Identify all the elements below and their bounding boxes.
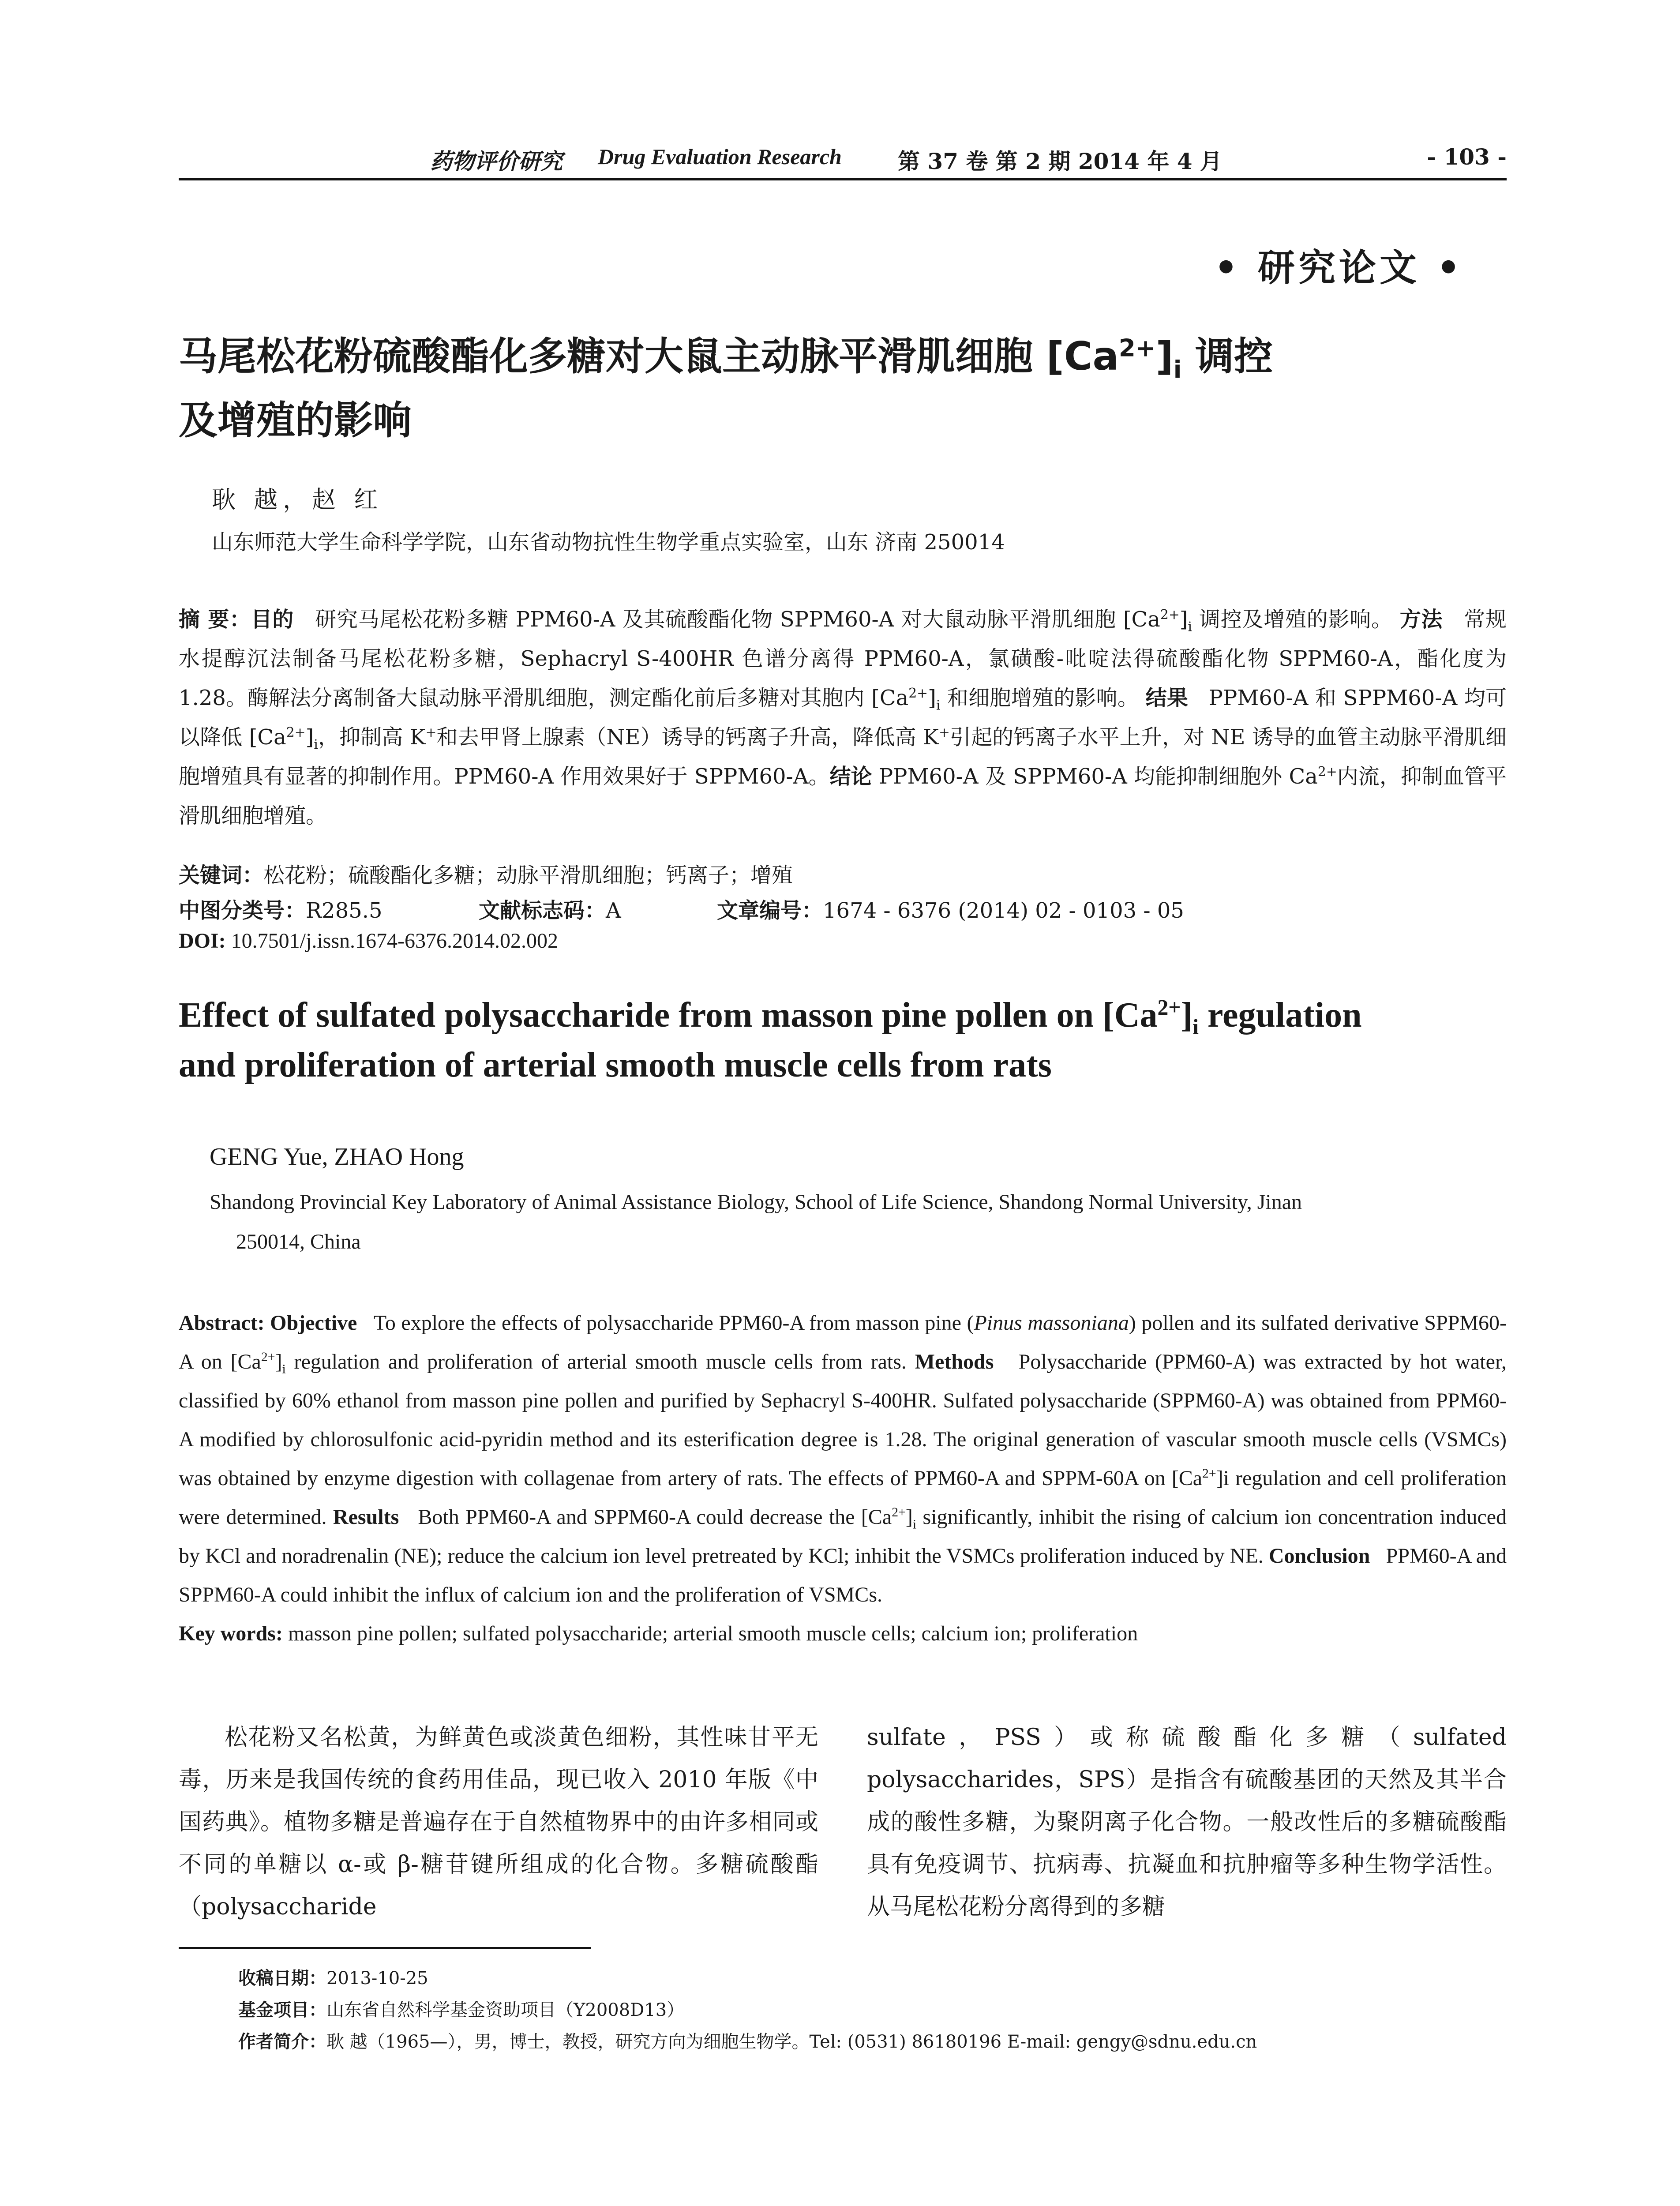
abstract-en: Abstract: Objective To explore the effects of polysaccharide PPM60-A from masson pine (Pinus massoniana) pollen and its sulfated derivative SPPM60-A on $[Ca^{2+}]_i$ regulation and proliferation of arterial smooth muscle cells from rats. Methods Polysaccharide (PPM60-A) was extracted by hot water, classified by 60% ethanol from masson pine pollen and purified by Sephacryl S-400HR. Sulfated polysaccharide (SPPM60-A) was obtained from PPM60-A modified by chlorosulfonic acid-pyridin method and its esterification degree is 1.28. The original generation of vascular smooth muscle cells (VSMCs) was obtained by enzyme digestion with collagenae from artery of rats. The effects of PPM60-A and SPPM-60A on $[Ca^{2+}]i$ regulation and cell proliferation were determined. Results Both PPM60-A and SPPM60-A could decrease the $[Ca^{2+}]_i$ significantly, inhibit the rising of calcium ion concentration induced by KCl and noradrenalin (NE); reduce the calcium ion level pretreated by KCl; inhibit the VSMCs proliferation induced by NE. Conclusion PPM60-A and SPPM60-A could inhibit the influx of calcium ion and the proliferation of VSMCs. Key words: masson pine pollen; sulfated polysaccharide; arterial smooth muscle cells; calcium ion; proliferation xyxy=(179,1311,1507,1645)
abstract-cn: 摘 要：目的 研究马尾松花粉多糖 PPM60-A 及其硫酸酯化物 SPPM60-A 对大鼠动脉平滑肌细胞 $[Ca^{2+}]_i$ 调控及增殖的影响。 方法 常规水提醇沉法制备马尾松花粉多糖，Sephacryl S-400HR 色谱分离得 PPM60-A，氯磺酸-吡啶法得硫酸酯化物 SPPM60-A，酯化度为 1.28。酶解法分离制备大鼠动脉平滑肌细胞，测定酯化前后多糖对其胞内 $[Ca^{2+}]_i$ 和细胞增殖的影响。 结果 PPM60-A 和 SPPM60-A 均可以降低 $[Ca^{2+}]_i$，抑制高 K+和去甲肾上腺素（NE）诱导的钙离子升高，降低高 K+引起的钙离子水平上升，对 NE 诱导的血管主动脉平滑肌细胞增殖具有显著的抑制作用。PPM60-A 作用效果好于 SPPM60-A。结论 PPM60-A 及 SPPM60-A 均能抑制细胞外 $Ca^{2+}$内流，抑制血管平滑肌细胞增殖。 xyxy=(179,607,1507,828)
journal-name-en: Drug Evaluation Research xyxy=(598,144,842,169)
keywords-en-label: Key words: xyxy=(179,1622,283,1645)
title-en: Effect of sulfated polysaccharide from masson pine pollen on $[Ca^{2+}]_i$ regulation and proliferation of arterial smooth muscle cells from rats xyxy=(179,995,1362,1084)
footnotes xyxy=(238,1962,1257,2058)
header-rule xyxy=(179,178,1507,180)
authors-cn: 耿 越，赵 红 xyxy=(212,486,383,514)
keywords-en: masson pine pollen; sulfated polysaccharide; arterial smooth muscle cells; calcium ion; proliferation xyxy=(288,1622,1138,1645)
journal-name-cn: 药物评价研究 xyxy=(430,148,562,174)
authors-en: GENG Yue, ZHAO Hong xyxy=(210,1143,464,1171)
footnote-received: 收稿日期：2013-10-25 xyxy=(238,1968,428,1988)
body-column-left: 松花粉又名松黄，为鲜黄色或淡黄色细粉，其性味甘平无毒，历来是我国传统的食药用佳品，现已收入 2010 年版《中国药典》。植物多糖是普遍存在于自然植物界中的由许多相同或不同的单糖以 α-或 β-糖苷键所组成的化合物。多糖硫酸酯（polysaccharide xyxy=(179,1724,818,1920)
running-header xyxy=(179,140,1507,176)
abstract-label-cn: 摘 要： xyxy=(179,607,251,632)
section-tag: • 研究论文 • xyxy=(1214,246,1464,289)
doi-line: DOI: 10.7501/j.issn.1674-6376.2014.02.002 xyxy=(179,929,559,953)
classification-line: 中图分类号：R285.5 文献标志码：A 文章编号：1674 - 6376 (2014) 02 - 0103 - 05 xyxy=(179,898,1184,923)
abstract-label-en: Abstract: Objective xyxy=(179,1311,357,1335)
footnote-fund: 基金项目：山东省自然科学基金资助项目（Y2008D13） xyxy=(238,2000,685,2020)
title-cn: 马尾松花粉硫酸酯化多糖对大鼠主动脉平滑肌细胞 $[Ca^{2+}]_i$ 调控 及增殖的影响 xyxy=(179,334,1273,443)
affiliation-en: Shandong Provincial Key Laboratory of Animal Assistance Biology, School of Life Science, Shandong Normal University, Jinan 250014, China xyxy=(210,1190,1302,1253)
footnote-rule xyxy=(179,1947,591,1949)
issue-info: 第 37 卷 第 2 期 2014 年 4 月 xyxy=(898,148,1222,174)
footnote-author-bio: 作者简介：耿 越（1965—），男，博士，教授，研究方向为细胞生物学。Tel: (0531) 86180196 E-mail: gengy@sdnu.edu.cn xyxy=(238,2032,1257,2052)
keywords-cn: 关键词：松花粉；硫酸酯化多糖；动脉平滑肌细胞；钙离子；增殖 xyxy=(179,863,793,888)
page-number: - 103 - xyxy=(1427,144,1507,170)
affiliation-cn: 山东师范大学生命科学学院，山东省动物抗性生物学重点实验室，山东 济南 250014 xyxy=(212,530,1005,555)
body-column-right: sulfate，PSS）或称硫酸酯化多糖（sulfated polysaccharides，SPS）是指含有硫酸基团的天然及其半合成的酸性多糖，为聚阴离子化合物。一般改性后的多糖硫酸酯具有免疫调节、抗病毒、抗凝血和抗肿瘤等多种生物学活性。从马尾松花粉分离得到的多糖 xyxy=(867,1724,1507,1920)
